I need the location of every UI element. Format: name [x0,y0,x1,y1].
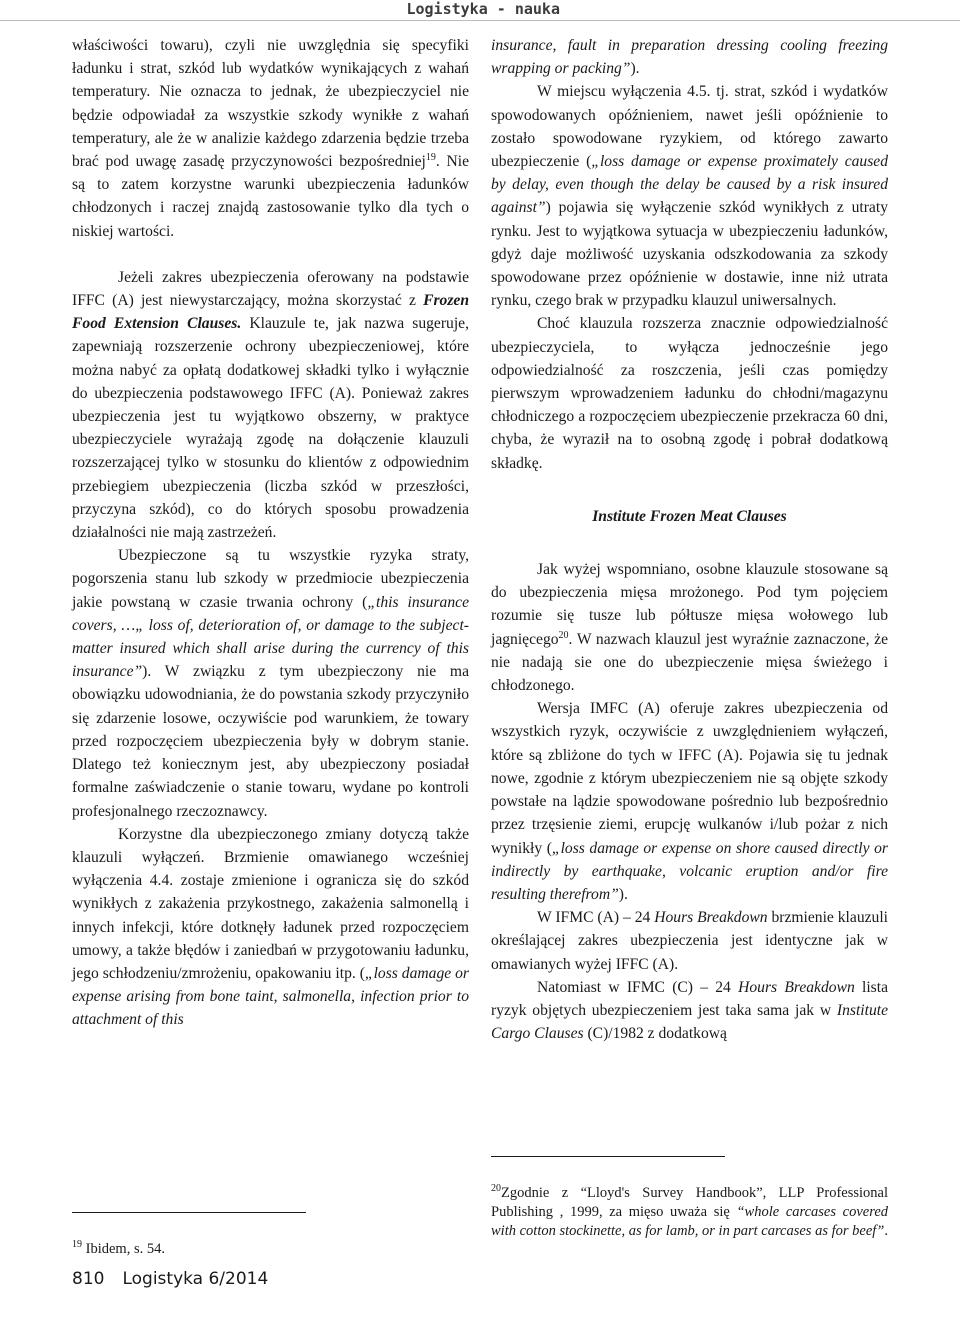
text-span: Ubezpieczone są tu wszystkie ryzyka straty, pogorszenia stanu lub szkody w przedmiocie ubezpieczenia jakie powstaną w czasie trwania ochrony ( [72,547,469,611]
text-span: lista ryzyk objętych ubezpieczeniem jest taka sama jak w [491,978,889,1019]
text-span: W IFMC (A) – 24 [537,909,655,927]
text-span: Zgodnie z “Lloyd's Survey Handbook”, LLP Professional Publishing , 1999, za mięso uważa się [491,1185,888,1220]
text-span: W miejscu wyłączenia 4.5. tj. strat, szkód i wydatków spowodowanych opóźnieniem, nawet jeśli opóźnienie to zostało spowodowane ryzykiem, od którego zawarto ubezpieczenie ( [491,83,888,171]
right-paragraph-1 [491,34,888,80]
right-paragraph-6 [491,906,888,976]
running-header [0,0,960,21]
text-span: ). [630,60,640,78]
hours-breakdown: Hours Breakdown [654,909,768,927]
left-paragraph-1 [72,34,469,243]
right-column [491,34,888,1045]
footnote-separator-left [72,1212,306,1213]
footnote-20 [491,1184,888,1241]
left-paragraph-2 [72,266,469,544]
right-paragraph-5 [491,697,888,906]
quoted-clause: „loss damage or expense on shore caused directly or indirectly by earthquake, volcanic eruption and/or fire resulting therefrom” [491,839,888,903]
quoted-clause: „loss damage or expense arising from bone taint, salmonella, infection prior to attachment of this [72,964,469,1029]
left-paragraph-3 [72,544,469,822]
text-span: ) pojawia się wyłączenie szkód wynikłych z utraty rynku. Jest to wyjątkowa sytuacja w ubezpieczeniu ładunków, gdyż daje możliwość uzyskania odszkodowania za szkody spowodowane przez opóźnienie w dostawie, inne niż utrata rynku, czego brak w przypadku klauzul uniwersalnych. [491,199,888,310]
text-span: Klauzule te, jak nazwa sugeruje, zapewniają rozszerzenie ochrony ubezpieczeniowej, które można nabyć za opłatą dodatkowej składki tylko i wyłącznie do ubezpieczenia podstawowego IFFC (A). Ponieważ zakres ubezpieczenia jest tu wyjątkowo obszerny, w praktyce ubezpieczyciele wyrażają zgodę na dołączenie klauzuli rozszerzającej tylko w stosunku do klientów z odpowiednim przebiegiem ubezpieczenia (liczba szkód w przeszłości, przyczyna szkód), co do których sposobu prowadzenia działalności nie mają zastrzeżeń. [72,315,469,542]
text-span: Ibidem, s. 54. [82,1241,165,1257]
institute-cargo-clauses: Institute Cargo Clauses [491,1001,888,1043]
text-span: właściwości towaru), czyli nie uwzględnia się specyfiki ładunku i strat, szkód lub wydatków wynikających z wahań temperatury. Nie oznacza to jednak, że ubezpieczyciel nie będzie odpowiadał za wszystkie szkody wynikłe z wahań temperatury, ale że w analizie każdego zdarzenia będzie trzeba brać pod uwagę zasadę przyczynowości bezpośredniej [72,37,469,171]
text-span: Wersja IMFC (A) oferuje zakres ubezpieczenia od wszystkich ryzyk, oczywiście z uwzględnieniem wyłączeń, które są zbliżone do tych w IFFC (A). Pojawia się tu jednak nowe, zgodnie z którym ubezpieczeniem nie są objęte szkody powstałe na lądzie spowodowane pośrednio lub bezpośrednio przez trzęsienie ziemi, erupcję wulkanów i/lub pożar z nich wynikły ( [491,700,888,857]
text-span: Korzystne dla ubezpieczonego zmiany dotyczą także klauzuli wyłączeń. Brzmienie omawianego wcześniej wyłączenia 4.4. zostaje zmienione i ogranicza się do szkód wynikłych z zakażenia przykostnego, zakażenia salmonellą i innych infekcji, które dotknęły ładunek przed rozpoczęciem umowy, a także błędów i zaniedbań w przygotowaniu ładunku, jego schłodzeniu/zmrożeniu, opakowaniu itp. ( [72,825,469,982]
footnote-number: 19 [72,1239,82,1250]
footnote-ref-20: 20 [558,629,569,641]
journal-issue: Logistyka 6/2014 [122,1269,269,1289]
quoted-clause: insurance, fault in preparation dressing cooling freezing wrapping or packing” [491,37,888,78]
footnote-separator-right [491,1156,725,1157]
footnote-19 [72,1240,469,1259]
page-footer [72,1266,268,1292]
right-paragraph-4 [491,558,888,697]
text-span: brzmienie klauzuli określającej zakres ubezpieczenia jest identyczne jak w omawianych wyżej IFFC (A). [491,909,888,973]
text-span: ). [618,885,628,903]
footnote-ref-19: 19 [425,152,436,164]
page-number: 810 [72,1269,105,1289]
text-span: ). W związku z tym ubezpieczony nie ma obowiązku udowodniania, że do powstania szkody przyczyniło się zdarzenie losowe, oczywiście pod warunkiem, że towary przed rozpoczęciem ubezpieczenia były w dobrym stanie. Dlatego też koniecznym jest, aby ubezpieczony posiadał formalne zaświadczenie o stanie towaru, wydane po kontroli profesjonalnego rzeczoznawcy. [72,663,469,820]
right-paragraph-7 [491,976,888,1046]
frozen-food-extension-clauses: Frozen Food Extension Clauses. [72,292,469,333]
right-paragraph-3: Choć klauzula rozszerza znacznie odpowiedzialność ubezpieczyciela, to wyłącza jednocześnie jego odpowiedzialność za roszczenia, jeśli czas pomiędzy pierwszym wprowadzeniem ładunku do chłodni/magazynu chłodniczego a rozpoczęciem ubezpieczenie przekracza 60 dni, chyba, że wyraził na to osobną zgodę i pobrał dodatkową składkę. [491,315,888,472]
left-paragraph-4 [72,823,469,1032]
header-title: Logistyka - nauka [406,0,560,18]
left-column [72,34,469,1032]
section-heading: Institute Frozen Meat Clauses [592,507,787,525]
quoted-clause: „this insurance covers, …„ loss of, deterioration of, or damage to the subject-matter insured which shall arise during the currency of this insurance” [72,593,469,681]
right-paragraph-2 [491,80,888,312]
hours-breakdown: Hours Breakdown [738,978,855,996]
text-span: . W nazwach klauzul jest wyraźnie zaznaczone, że nie nadają sie one do ubezpieczenie mięsa świeżego i chłodzonego. [491,630,888,695]
text-span: Natomiast w IFMC (C) – 24 [537,978,739,996]
text-span: . Nie są to zatem korzystne warunki ubezpieczenia ładunków chłodzonych i raczej znajdą zastosowanie tylko dla tych o niskiej wartości. [72,153,470,240]
quoted-definition: “whole carcases covered with cotton stockinette, as for lamb, or in part carcases as for beef” [491,1204,889,1239]
footnote-number: 20 [491,1183,501,1194]
text-span: (C)/1982 z dodatkową [583,1025,727,1043]
text-span: . [884,1223,888,1239]
quoted-clause: „loss damage or expense proximately caused by delay, even though the delay be caused by a risk insured against” [491,153,888,217]
text-span: Jak wyżej wspomniano, osobne klauzule stosowane są do ubezpieczenia mięsa mrożonego. Pod tym pojęciem rozumie się tusze lub półtusze mięsa wołowego lub jagnięcego [491,561,888,648]
text-span: Jeżeli zakres ubezpieczenia oferowany na podstawie IFFC (A) jest niewystarczający, można skorzystać z [72,268,469,310]
